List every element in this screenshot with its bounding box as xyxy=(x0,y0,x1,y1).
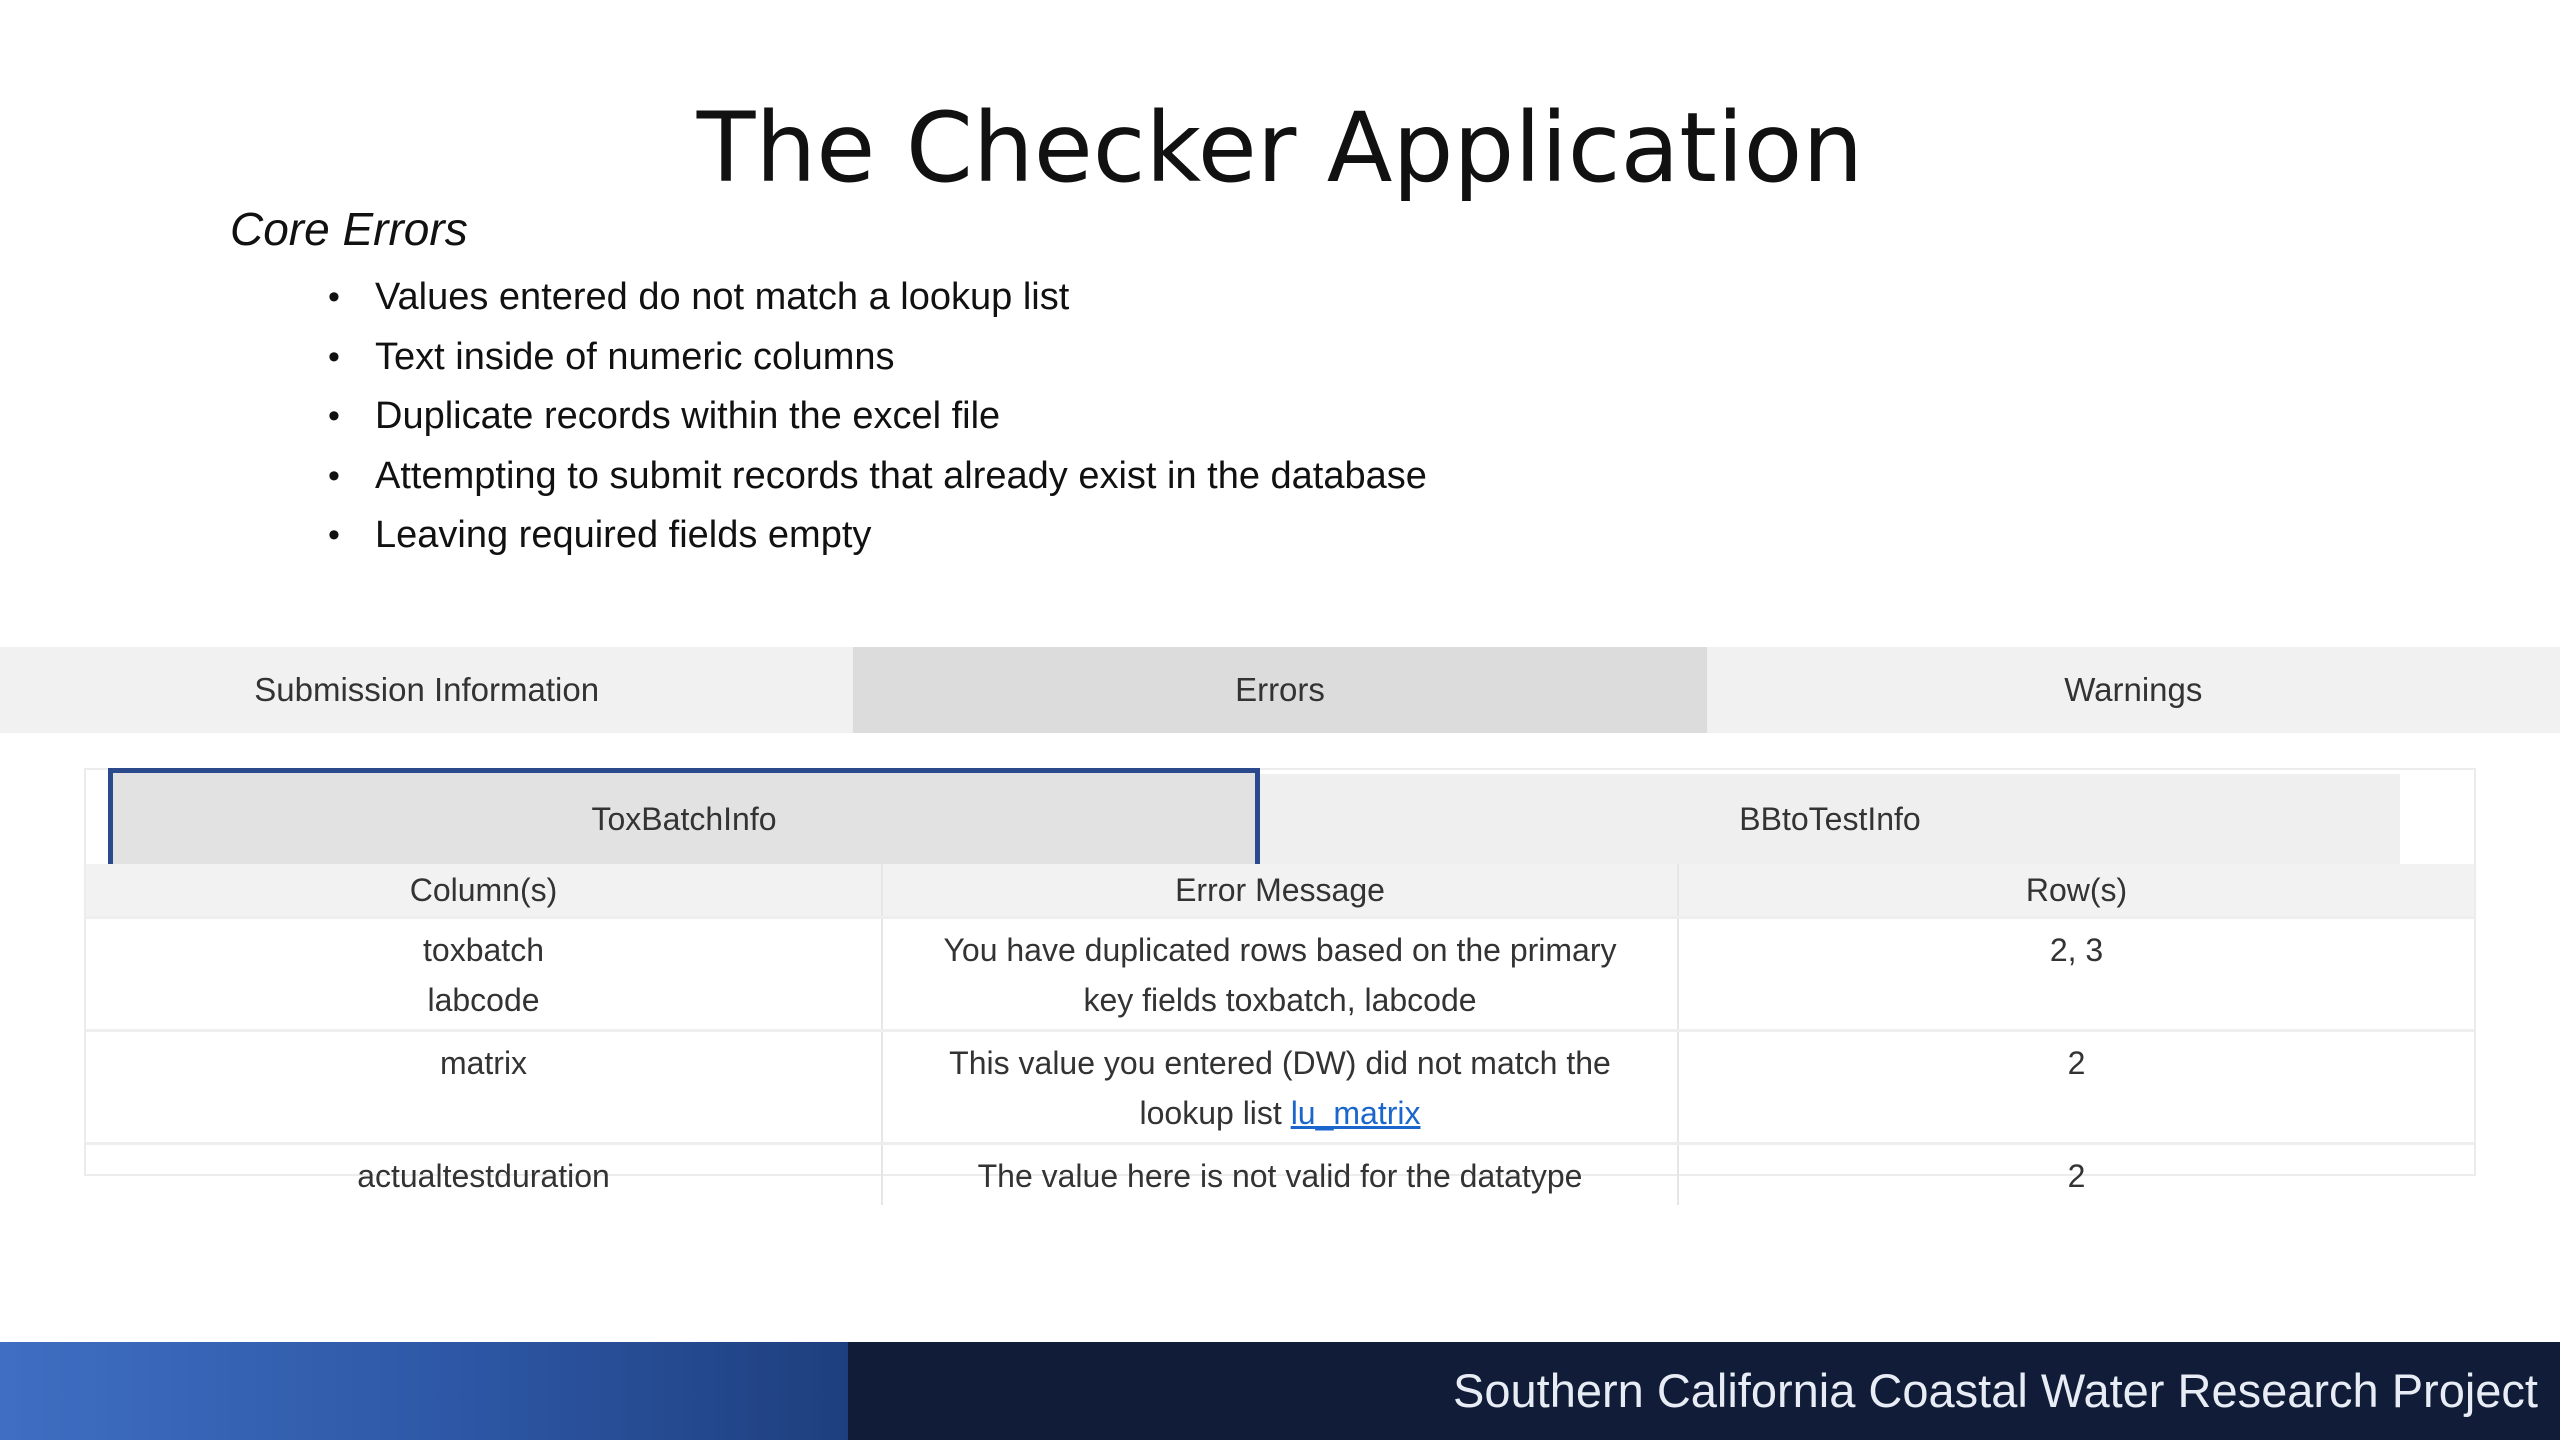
column-header-error-message: Error Message xyxy=(882,864,1678,918)
bullet-item xyxy=(320,387,1427,447)
bullet-dot-icon: • xyxy=(328,456,340,495)
bullet-text: Attempting to submit records that already exist in the database xyxy=(375,454,1427,497)
footer-gradient xyxy=(0,1342,848,1440)
error-message-line: key fields toxbatch, labcode xyxy=(1083,982,1477,1018)
errors-panel xyxy=(84,768,2476,1194)
tab-submission-information[interactable]: Submission Information xyxy=(254,671,600,708)
tab-bbtotestinfo[interactable]: BBtoTestInfo xyxy=(1739,800,1921,837)
cell-columns xyxy=(86,1144,882,1206)
error-message-prefix: lookup list xyxy=(1139,1095,1291,1131)
error-message-line: This value you entered (DW) did not match the xyxy=(949,1045,1611,1081)
top-tab-bar xyxy=(0,647,2560,733)
bullet-dot-icon: • xyxy=(328,337,340,376)
cell-columns xyxy=(86,1031,882,1144)
errors-table xyxy=(86,864,2474,1205)
cell-error-message xyxy=(882,1031,1678,1144)
bullet-text: Duplicate records within the excel file xyxy=(375,395,1001,437)
lookup-list-link[interactable]: lu_matrix xyxy=(1290,1095,1421,1131)
tab-errors[interactable]: Errors xyxy=(853,647,1706,733)
tab-warnings[interactable]: Warnings xyxy=(2064,671,2203,708)
column-name: actualtestduration xyxy=(357,1158,610,1194)
cell-rows: 2 xyxy=(1678,1031,2474,1144)
table-row xyxy=(86,1031,2474,1144)
error-message-line: The value here is not valid for the datatype xyxy=(977,1158,1583,1194)
bullet-dot-icon: • xyxy=(328,278,340,316)
bullet-list xyxy=(320,268,1427,566)
table-row xyxy=(86,1144,2474,1206)
bullet-item xyxy=(320,328,1427,388)
cell-rows: 2, 3 xyxy=(1678,918,2474,1031)
bullet-item xyxy=(320,447,1427,507)
bullet-item xyxy=(320,268,1427,328)
column-name: labcode xyxy=(427,982,540,1018)
slide-title: The Checker Application xyxy=(696,92,1864,204)
bullet-text: Leaving required fields empty xyxy=(375,514,872,556)
bullet-dot-icon: • xyxy=(328,397,340,435)
cell-error-message xyxy=(882,1144,1678,1206)
column-header-rows: Row(s) xyxy=(1678,864,2474,918)
table-header-row xyxy=(86,864,2474,918)
table-row xyxy=(86,918,2474,1031)
column-name: matrix xyxy=(439,1045,528,1081)
bullet-dot-icon: • xyxy=(328,516,340,554)
footer-banner xyxy=(0,1342,2560,1440)
error-message-line xyxy=(903,1088,1657,1138)
cell-rows: 2 xyxy=(1678,1144,2474,1206)
column-header-columns: Column(s) xyxy=(86,864,882,918)
bullet-item xyxy=(320,506,1427,566)
section-heading: Core Errors xyxy=(230,203,468,255)
error-message-line: You have duplicated rows based on the primary xyxy=(943,932,1617,968)
footer-organization-name: Southern California Coastal Water Research Project xyxy=(1453,1364,2538,1417)
sub-tab-bar xyxy=(108,774,2400,864)
bullet-text: Values entered do not match a lookup list xyxy=(375,276,1070,318)
tab-toxbatchinfo[interactable]: ToxBatchInfo xyxy=(108,768,1260,870)
cell-columns xyxy=(86,918,882,1031)
column-name: toxbatch xyxy=(423,932,544,968)
bullet-text: Text inside of numeric columns xyxy=(375,335,895,378)
cell-error-message xyxy=(882,918,1678,1031)
